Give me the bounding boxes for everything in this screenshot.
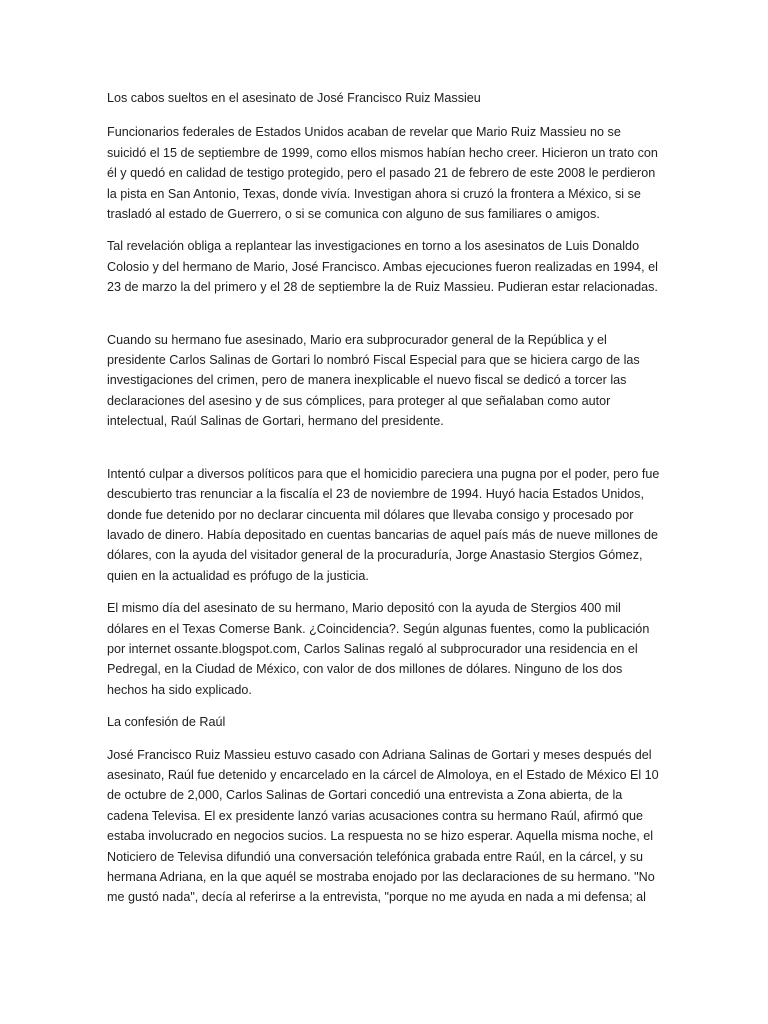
paragraph-5: El mismo día del asesinato de su hermano, Mario depositó con la ayuda de Stergios 400 mil dólares en el Texas Comerse Bank. ¿Coincidencia?. Según algunas fuentes, como la publicación por internet ossante.blogspot.com, Carlos Salinas regaló al subprocurador una residencia en el Pedregal, en la Ciudad de México, con valor de dos millones de dólares. Ninguno de los dos hechos ha sido explicado. — [107, 601, 650, 697]
document-page — [107, 88, 663, 920]
paragraph-2: Tal revelación obliga a replantear las investigaciones en torno a los asesinatos de Luis Donaldo Colosio y del hermano de Mario, José Francisco. Ambas ejecuciones fueron realizadas en 1994, el 23 de marzo la del primero y el 28 de septiembre la de Ruiz Massieu. Pudieran estar relacionadas. — [107, 239, 658, 295]
paragraph-1: Funcionarios federales de Estados Unidos acaban de revelar que Mario Ruiz Massieu no se suicidó el 15 de septiembre de 1999, como ellos mismos habían hecho creer. Hicieron un trato con él y quedó en calidad de testigo protegido, pero el pasado 21 de febrero de este 2008 le perdieron la pista en San Antonio, Texas, donde vivía. Investigan ahora si cruzó la frontera a México, si se trasladó al estado de Guerrero, o si se comunica con alguno de sus familiares o amigos. — [107, 125, 658, 222]
paragraph-3: Cuando su hermano fue asesinado, Mario era subprocurador general de la República y el presidente Carlos Salinas de Gortari lo nombró Fiscal Especial para que se hiciera cargo de las investigaciones del crimen, pero de manera inexplicable el nuevo fiscal se dedicó a torcer las declaraciones del asesino y de sus cómplices, para proteger al que señalaban como autor intelectual, Raúl Salinas de Gortari, hermano del presidente. — [107, 332, 640, 429]
paragraph-4: Intentó culpar a diversos políticos para que el homicidio pareciera una pugna por el poder, pero fue descubierto tras renunciar a la fiscalía el 23 de noviembre de 1994. Huyó hacia Estados Unidos, donde fue detenido por no declarar cincuenta mil dólares que llevaba consigo y procesado por lavado de dinero. Había depositado en cuentas bancarias de aquel país más de nueve millones de dólares, con la ayuda del visitador general de la procuraduría, Jorge Anastasio Stergios Gómez, quien en la actualidad es prófugo de la justicia. — [107, 466, 660, 583]
paragraph-6: José Francisco Ruiz Massieu estuvo casado con Adriana Salinas de Gortari y meses después del asesinato, Raúl fue detenido y encarcelado en la cárcel de Almoloya, en el Estado de México El 10 de octubre de 2,000, Carlos Salinas de Gortari concedió una entrevista a Zona abierta, de la cadena Televisa. El ex presidente lanzó varias acusaciones contra su hermano Raúl, afirmó que estaba involucrado en negocios sucios. La respuesta no se hizo esperar. Aquella misma noche, el Noticiero de Televisa difundió una conversación telefónica grabada entre Raúl, en la cárcel, y su hermana Adriana, en la que aquél se mostraba enojado por las declaraciones de su hermano. "No me gustó nada", decía al referirse a la entrevista, "porque no me ayuda en nada a mi defensa; al — [107, 747, 659, 905]
section-heading: La confesión de Raúl — [107, 715, 226, 730]
document-title: Los cabos sueltos en el asesinato de José Francisco Ruiz Massieu — [107, 91, 481, 105]
